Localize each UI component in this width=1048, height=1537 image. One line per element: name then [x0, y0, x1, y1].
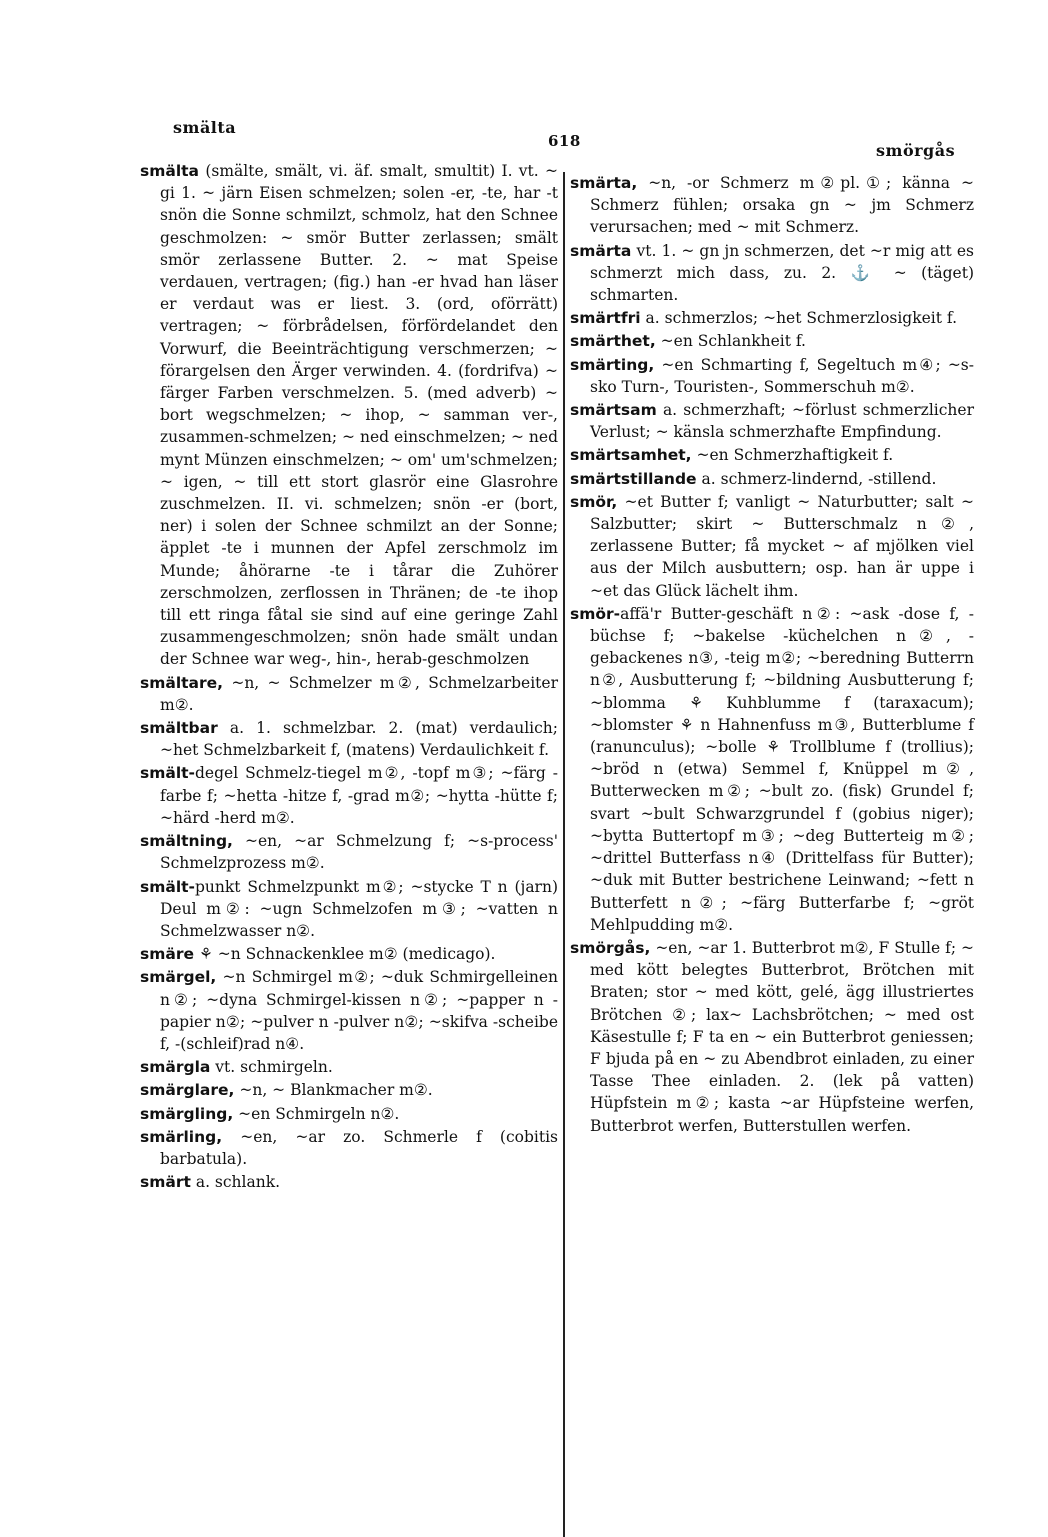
entry-text: a. 1. schmelzbar. 2. (mat) verdaulich; ~het Schmelzbarkeit f, (matens) Verdaulichkeit f.	[160, 719, 558, 760]
dictionary-entry	[140, 1126, 558, 1170]
entry-text: affä'r Butter-geschäft n②: ~ask -dose f, -büchse f; ~bakelse -küchelchen n②, -gebackenes n③, -teig m②; ~beredning Butterrn n②, Ausbutterung f; ~bildning Ausbutterung f; ~blomma ⚘ Kuhblumme f (taraxacum); ~blomster ⚘ n Hahnenfuss m③, Butterblume f (ranunculus); ~bolle ⚘ Trollblume f (trollius); ~bröd n (etwa) Semmel f, Knüppel m②, Butterwecken m②; ~bult zo. (fisk) Grundel f; svart ~bult Schwarzgrundel f (gobius niger); ~bytta Buttertopf m③; ~deg Butterteig m②; ~drittel Butterfass n④ (Drittelfass für Butter); ~duk mit Butter bestrichene Leinwand; ~fett n Butterfett n②; ~färg Butterfarbe f; ~gröt Mehlpudding m②.	[590, 604, 974, 934]
headword: smärgla	[140, 1058, 211, 1077]
entry-text: punkt Schmelzpunkt m②; ~stycke T n (jarn) Deul m②: ~ugn Schmelzofen m③; ~vatten n Schmelzwasser n②.	[160, 877, 558, 940]
dictionary-entry	[570, 307, 974, 329]
page-number: 618	[548, 132, 581, 150]
headword: smältning,	[140, 832, 233, 851]
entry-text: ~en Schmarting f, Segeltuch m④; ~s-sko Turn-, Touristen-, Sommerschuh m②.	[590, 355, 974, 396]
entry-text: vt. schmirgeln.	[215, 1058, 333, 1077]
headword: smärtstillande	[570, 469, 697, 488]
headword: smärgling,	[140, 1104, 234, 1123]
entry-text: ~en Schmerzhaftigkeit f.	[696, 446, 894, 465]
entry-text: ~en Schmirgeln n②.	[238, 1104, 400, 1123]
column-divider	[563, 172, 565, 1537]
headword: smärta,	[570, 174, 638, 192]
entry-text: a. schmerzlos; ~het Schmerzlosigkeit f.	[645, 309, 958, 328]
dictionary-entry	[570, 444, 974, 466]
dictionary-entry	[140, 1103, 558, 1125]
headword: smärgel,	[140, 968, 217, 987]
entry-text: ⚘ ~n Schnackenklee m② (medicago).	[198, 945, 496, 964]
dictionary-entry	[140, 1056, 558, 1078]
dictionary-entry	[570, 330, 974, 352]
headword: smälta	[140, 162, 200, 180]
running-head-left: smälta	[173, 118, 237, 137]
dictionary-entry	[140, 672, 558, 716]
running-head-right: smörgås	[876, 141, 956, 160]
entry-text: a. schlank.	[195, 1173, 281, 1192]
left-column	[140, 160, 558, 1194]
dictionary-entry	[140, 876, 558, 943]
headword: smält-	[140, 877, 195, 896]
headword: smärglare,	[140, 1081, 235, 1100]
headword: smör,	[570, 492, 618, 511]
dictionary-entry	[140, 160, 558, 671]
dictionary-entry	[140, 1079, 558, 1101]
headword: smörgås,	[570, 938, 651, 957]
entry-text: a. schmerz-lindernd, -stillend.	[701, 469, 937, 488]
dictionary-entry	[140, 966, 558, 1055]
dictionary-entry	[140, 1171, 558, 1193]
entry-text: ~en, ~ar Schmelzung f; ~s-process' Schmelzprozess m②.	[160, 832, 558, 873]
entry-text: degel Schmelz-tiegel m②, -topf m③; ~färg -farbe f; ~hetta -hitze f, -grad m②; ~hytta -hütte f; ~härd -herd m②.	[160, 764, 558, 827]
headword: smärtsamhet,	[570, 446, 692, 465]
headword: smältare,	[140, 673, 224, 692]
entry-text: ~n, -or Schmerz m②pl.①; känna ~ Schmerz fühlen; orsaka gn ~ jm Schmerz verursachen; med ~ mit Schmerz.	[590, 174, 974, 237]
entry-text: ~n, ~ Schmelzer m②, Schmelzarbeiter m②.	[160, 673, 558, 714]
headword: smäre	[140, 945, 194, 964]
right-column	[570, 172, 974, 1138]
headword: smärt	[140, 1173, 191, 1192]
headword: smärting,	[570, 355, 655, 374]
entry-text: ~et Butter f; vanligt ~ Naturbutter; salt ~ Salzbutter; skirt ~ Butterschmalz n②, zerlassene Butter; få mycket ~ af mjölken viel aus der Milch ausbuttern; osp. han är uppe i ~et das Glück lächelt ihm.	[590, 492, 974, 600]
dictionary-entry	[140, 830, 558, 874]
entry-text: (smälte, smält, vi. äf. smalt, smultit) I. vt. ~ gi 1. ~ järn Eisen schmelzen; solen -er, -te, har -t snön die Sonne schmilzt, schmolz, hat den Schnee geschmolzen: ~ smör Butter zerlassen; smält smör zerlassene Butter. 2. ~ mat Speise verdauen, vertragen; (fig.) han -er hvad han läser er verdaut was er liest. 3. (ord, oförrätt) vertragen; ~ förbrådelsen, förfördelandet den Vorwurf, die Beeinträchtigung verschmerzen; ~ förargelsen den Ärger verwinden. 4. (fordrifva) ~ färger Farben verschmelzen. 5. (med adverb) ~ bort wegschmelzen; ~ ihop, ~ samman ver-, zusammen-schmelzen; ~ ned einschmelzen; ~ ned mynt Münzen einschmelzen; ~ om' um'schmelzen; ~ igen, ~ till ett stort glasrör eine Glasrohre zuschmelzen. II. vi. schmelzen; snön -er (bort, ner) i solen der Schnee schmilzt an der Sonne; äpplet -te i munnen der Apfel zerschmolz im Munde; åhörarne -te i tårar die Zuhörer zerschmolzen, zerflossen in Thränen; de -te ihop till ett ringa fåtal sie sind auf eine geringe Zahl zusammengeschmolzen; snön hade smält undan der Schnee war weg-, hin-, herab-geschmolzen	[160, 162, 558, 669]
entry-text: ~en, ~ar zo. Schmerle f (cobitis barbatula).	[160, 1127, 558, 1168]
entry-text: ~en, ~ar 1. Butterbrot m②, F Stulle f; ~ med kött belegtes Butterbrot, Brötchen mit Braten; stor ~ med kött, gelé, ägg illustriertes Brötchen ②; lax~ Lachsbrötchen; ~ med ost Käsestulle f; F ta en ~ ein Butterbrot geniessen; F bjuda på en ~ zu Abendbrot einladen, zu einer Tasse Thee einladen. 2. (lek på vatten) Hüpfstein m②; kasta ~ar Hüpfsteine werfen, Butterbrot werfen, Butterstullen werfen.	[590, 938, 974, 1135]
headword: smärthet,	[570, 332, 656, 351]
entry-text: ~n Schmirgel m②; ~duk Schmirgelleinen n②; ~dyna Schmirgel-kissen n②; ~papper n -papier n②; ~pulver n -pulver n②; ~skifva -scheibe f, -(schleif)rad n④.	[160, 968, 558, 1053]
dictionary-entry	[140, 717, 558, 761]
headword: smärling,	[140, 1127, 223, 1146]
headword: smält-	[140, 764, 195, 783]
dictionary-entry	[570, 172, 974, 239]
entry-text: ~en Schlankheit f.	[660, 332, 806, 351]
headword: smärta	[570, 241, 632, 260]
headword: smör-	[570, 604, 621, 623]
headword: smältbar	[140, 719, 218, 738]
dictionary-entry	[570, 603, 974, 936]
dictionary-entry	[140, 943, 558, 965]
entry-text: ~n, ~ Blankmacher m②.	[239, 1081, 433, 1100]
dictionary-entry	[570, 399, 974, 443]
dictionary-entry	[570, 354, 974, 398]
entry-text: vt. 1. ~ gn jn schmerzen, det ~r mig att es schmerzt mich dass, zu. 2. ⚓ ~ (täget) schmarten.	[590, 241, 974, 305]
dictionary-entry	[570, 937, 974, 1137]
entry-text: a. schmerzhaft; ~förlust schmerzlicher Verlust; ~ känsla schmerzhafte Empfindung.	[590, 401, 974, 442]
headword: smärtsam	[570, 401, 657, 420]
dictionary-entry	[140, 762, 558, 829]
headword: smärtfri	[570, 309, 641, 328]
dictionary-entry	[570, 491, 974, 602]
dictionary-entry	[570, 468, 974, 490]
dictionary-entry	[570, 240, 974, 307]
